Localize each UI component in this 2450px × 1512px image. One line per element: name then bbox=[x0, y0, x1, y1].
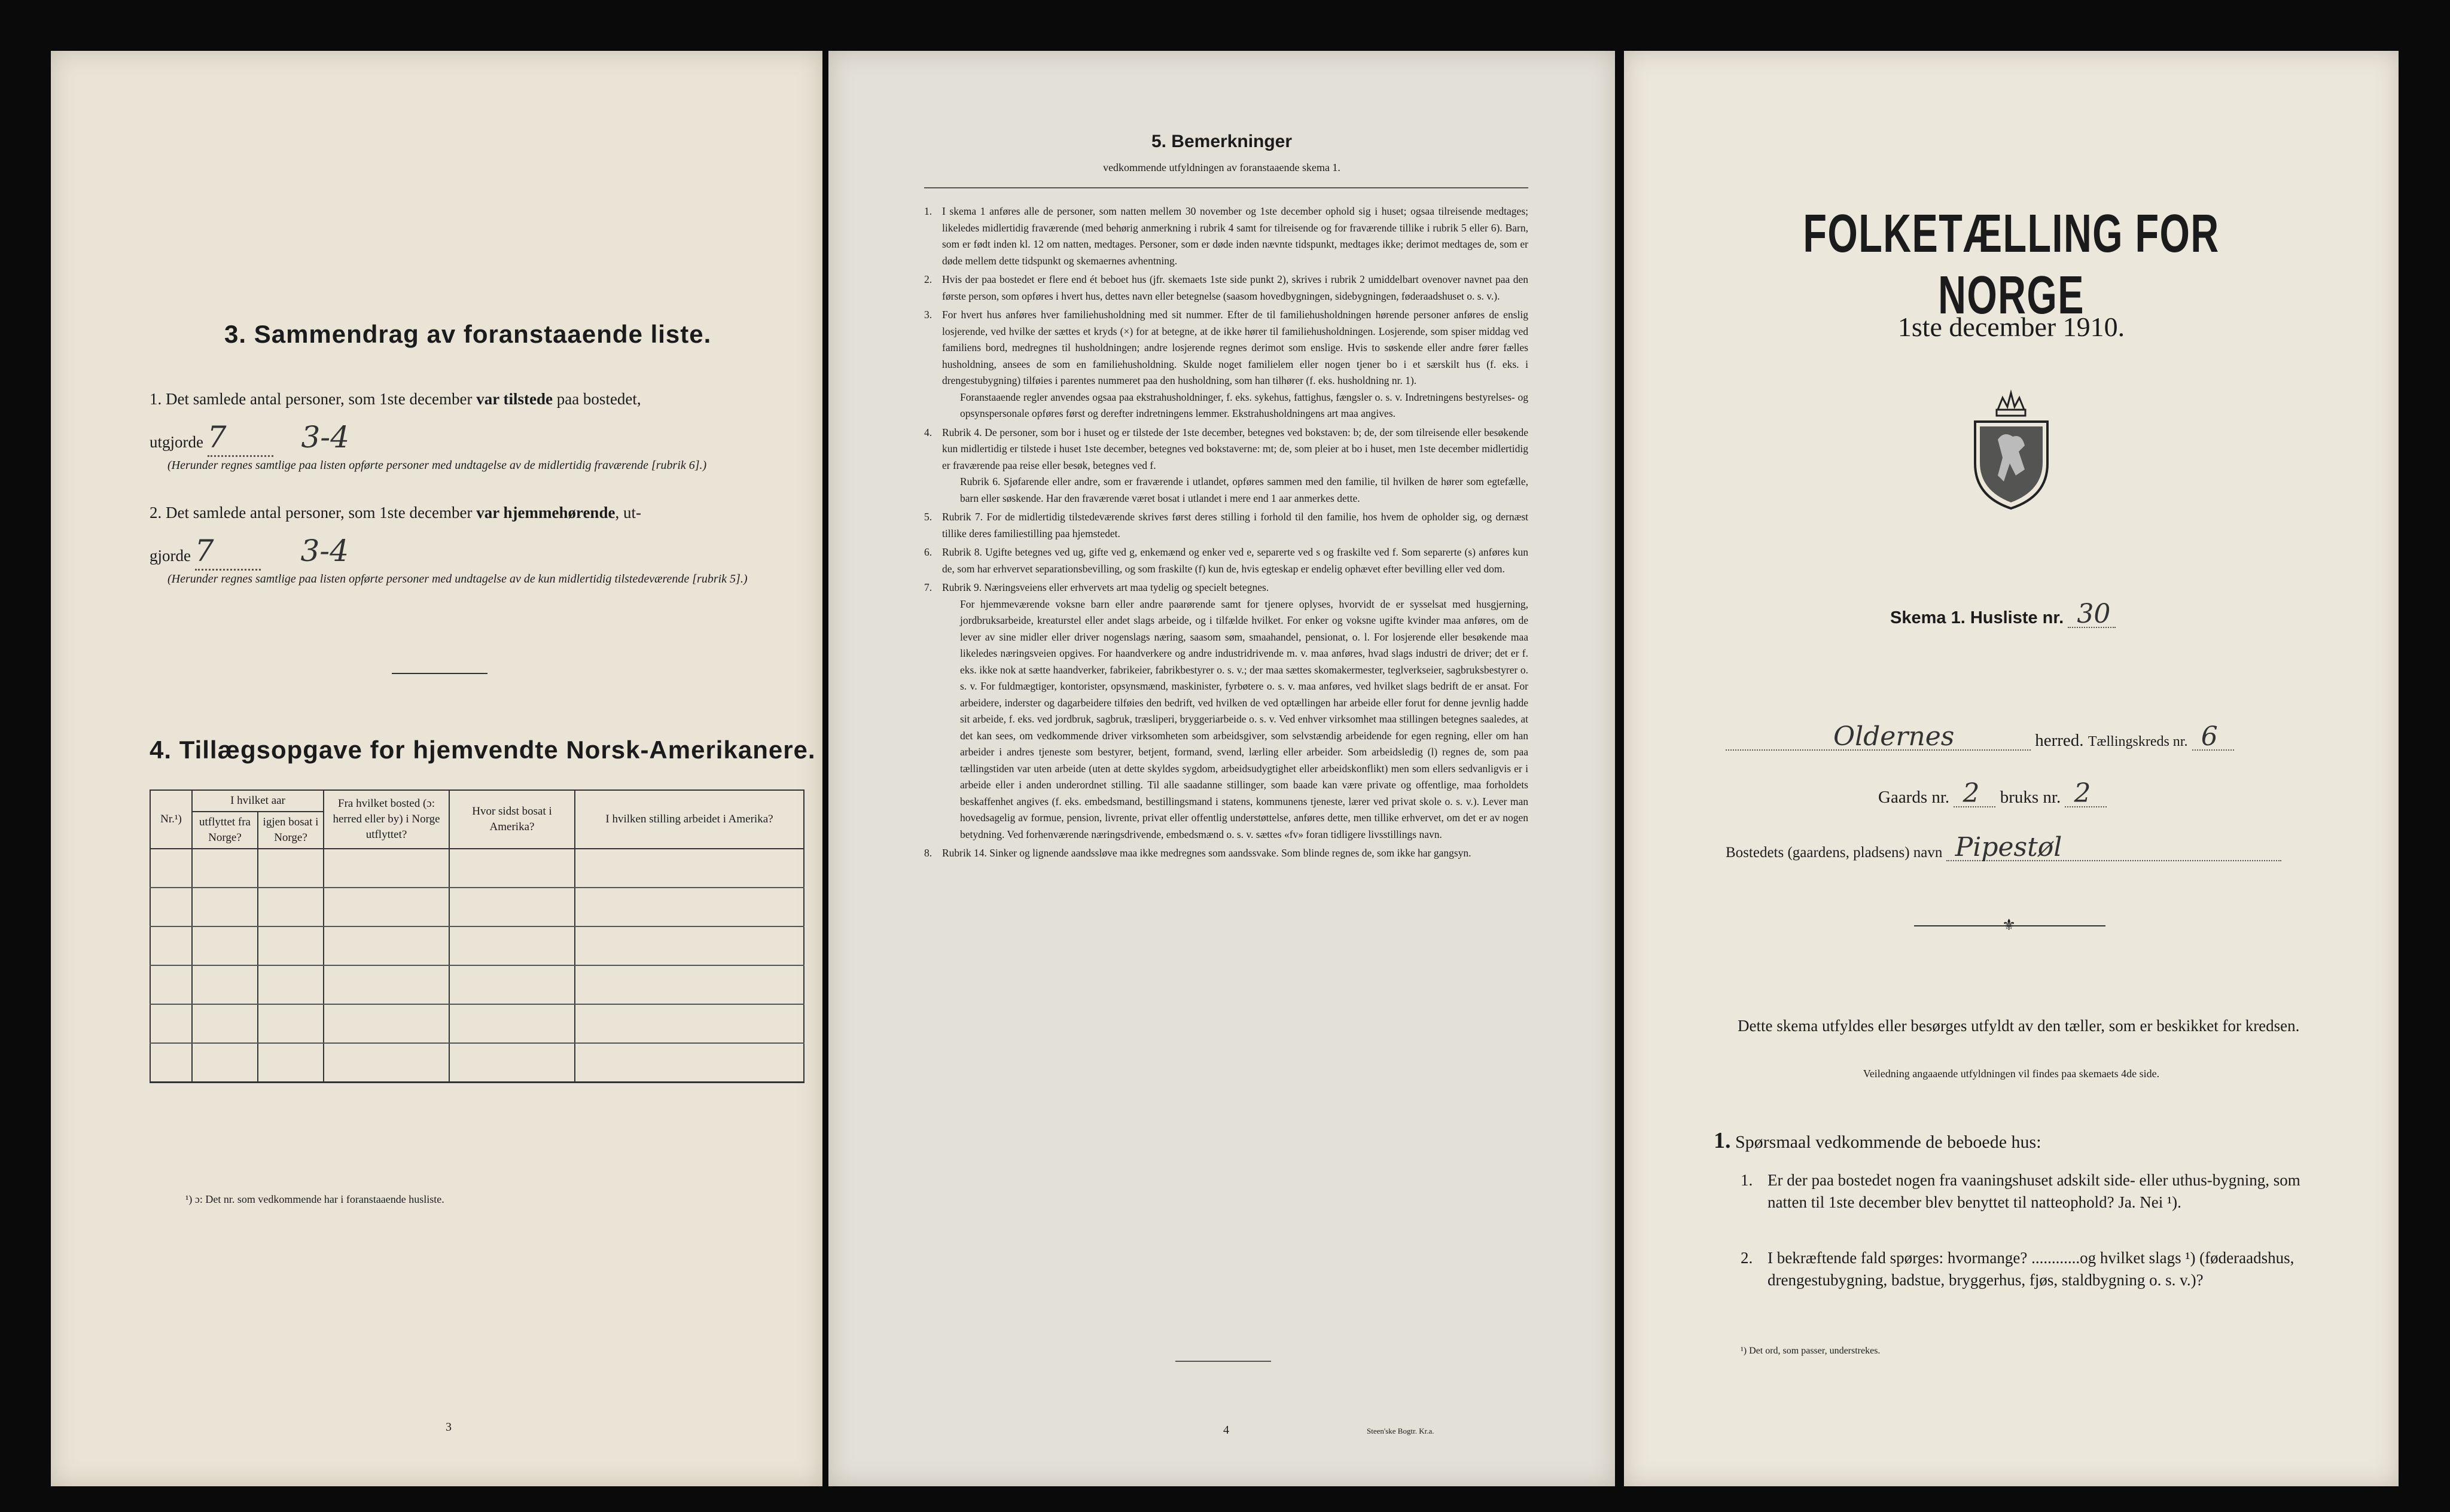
item1-label: utgjorde bbox=[150, 433, 203, 451]
remark-text: Rubrik 4. De personer, som bor i huset og er tilstede der 1ste december, betegnes ved bokstaven: b; de, der som tilreisende eller besøkende kun midlertidig er tilstede i huset 1ste december, betegnes ved bokstaverne: mt; de, som pleier at bo i huset, men 1ste december midlertidig er fraværende paa reise eller besøk, betegnes ved f. bbox=[942, 426, 1528, 471]
section4-title: 4. Tillægsopgave for hjemvendte Norsk-Amerikanere. bbox=[150, 736, 816, 764]
remark-item bbox=[924, 509, 1528, 542]
remark-text: I skema 1 anføres alle de personer, som natten mellem 30 november og 1ste december ophold sig i huset; ogsaa tilreisende medtages; likeledes midlertidig fraværende (med behørig anmerkning i rubrik 4 samt for tilreisende og for fraværende tillike i rubrik 5 eller 6). Barn, som er født inden kl. 12 om natten, medtages. Personer, som er døde inden nævnte tidspunkt, medtages ikke; derimot medtages de, som er døde mellem dette tidspunkt og skemaernes avhentning. bbox=[942, 205, 1528, 267]
divider bbox=[924, 187, 1528, 188]
remark-text: Hvis der paa bostedet er flere end ét beboet hus (jfr. skemaets 1ste side punkt 2), skrives i rubrik 2 umiddelbart ovenover navnet paa den første person, som opføres i hvert hus, dettes navn eller betegnelse (saasom hovedbygningen, sidebygningen, føderaadshuset o. s. v.). bbox=[942, 273, 1528, 302]
printer-imprint: Steen'ske Bogtr. Kr.a. bbox=[1367, 1426, 1434, 1435]
table-row bbox=[150, 1043, 804, 1082]
bosted-line bbox=[1726, 832, 2281, 862]
schema-label: Skema 1. Husliste nr. bbox=[1890, 608, 2064, 627]
item2-text-end: , ut- bbox=[615, 504, 641, 522]
remark-item bbox=[924, 544, 1528, 577]
remark-subtext: Rubrik 6. Sjøfarende eller andre, som er fraværende i utlandet, opføres sammen med den familie, til hvilken de hører som egtefælle, barn eller søskende. Har den fraværende været bosat i utlandet i mere end 1 aar anmerkes dette. bbox=[960, 475, 1528, 504]
item2-note: (Herunder regnes samtlige paa listen opførte personer med undtagelse av de kun bbox=[167, 572, 559, 586]
bruks-value: 2 bbox=[2074, 778, 2091, 809]
item2-note-end: [rubrik 5].) bbox=[689, 572, 748, 586]
instruction-note: Veiledning angaaende utfyldningen vil findes paa skemaets 4de side. bbox=[1863, 1068, 2160, 1080]
remark-item bbox=[924, 580, 1528, 843]
item1-text: 1. Det samlede antal personer, som 1ste december bbox=[150, 390, 477, 408]
remarks-list bbox=[924, 203, 1528, 864]
gaards-label: Gaards nr. bbox=[1878, 788, 1950, 807]
remark-text: For hvert hus anføres hver familiehusholdning med sit nummer. Efter de til familiehusholdningen hørende personer anføres de enslig losjerende, ved hvilke der sættes et kryds (×) for at betegne, at de ikke hører til familiehusholdningen. Losjerende, som spiser middag ved familiens bord, medregnes til husholdningen; andre losjerende regnes derimot som enslige. Hvis to søskende eller andre fører fælles husholdning, ansees de som en familiehusholdning. Skulde noget familielem eller nogen tjener bo i et særskilt hus (f. eks. i drengestubygning) tilføies i parentes nummeret paa den husholdning, som han tilhører (f. eks. husholdning nr. 1). bbox=[942, 309, 1528, 386]
question-1 bbox=[1741, 1169, 2339, 1214]
table-row bbox=[150, 849, 804, 888]
remark-number: 4. bbox=[924, 426, 933, 438]
col-utflyttet: utflyttet fra Norge? bbox=[192, 812, 258, 849]
question-2-text: I bekræftende fald spørges: hvormange? ............og hvilket slags ¹) (føderaadshus, drengestubygning, badstue, bryggerhus, fjøs, staldbygning o. s. v.)? bbox=[1768, 1249, 2294, 1289]
questions-heading-text: Spørsmaal vedkommende de beboede hus: bbox=[1735, 1132, 2041, 1152]
divider bbox=[392, 673, 487, 674]
item1-bold: var tilstede bbox=[476, 390, 553, 408]
bosted-value: Pipestøl bbox=[1955, 832, 2062, 862]
remark-number: 8. bbox=[924, 847, 933, 859]
table-row bbox=[150, 888, 804, 926]
col-stilling: I hvilken stilling arbeidet i Amerika? bbox=[575, 790, 804, 849]
instruction-text: Dette skema utfyldes eller besørges utfyldt av den tæller, som er beskikket for kredsen. bbox=[1738, 1017, 2300, 1035]
gaards-line bbox=[1878, 778, 2107, 809]
col-fra-bosted: Fra hvilket bosted (ɔ: herred eller by) i Norge utflyttet? bbox=[324, 790, 449, 849]
ornament-icon: ⚜ bbox=[2002, 916, 2016, 934]
herred-value: Oldernes bbox=[1833, 721, 1955, 752]
col-hvor-sidst: Hvor sidst bosat i Amerika? bbox=[449, 790, 575, 849]
remark-text: Rubrik 14. Sinker og lignende aandssløve maa ikke medregnes som aandssvake. Som blinde regnes de, som ikke har gangsyn. bbox=[942, 847, 1471, 859]
col-igjen: igjen bosat i Norge? bbox=[258, 812, 324, 849]
remark-item bbox=[924, 845, 1528, 862]
table-row bbox=[150, 926, 804, 965]
questions-heading-number: 1. bbox=[1714, 1128, 1731, 1153]
remark-number: 1. bbox=[924, 205, 933, 217]
remark-item bbox=[924, 307, 1528, 422]
norsk-amerikanere-table bbox=[150, 789, 805, 1083]
remark-text: Rubrik 9. Næringsveiens eller erhvervets art maa tydelig og specielt betegnes. bbox=[942, 581, 1269, 593]
item1-value-2: 3-4 bbox=[301, 420, 350, 455]
krets-value: 6 bbox=[2201, 721, 2218, 752]
bosted-label: Bostedets (gaardens, pladsens) navn bbox=[1726, 845, 1943, 861]
page-number: 3 bbox=[446, 1420, 452, 1434]
remark-item bbox=[924, 272, 1528, 304]
summary-item-resident bbox=[150, 499, 807, 588]
census-date: 1ste december 1910. bbox=[1897, 312, 2125, 342]
item1-value: 7 bbox=[207, 420, 227, 455]
divider bbox=[1175, 1361, 1271, 1362]
item1-note: (Herunder regnes samtlige paa listen opførte personer med undtagelse av de bbox=[167, 459, 538, 472]
item1-text-end: paa bostedet, bbox=[552, 390, 641, 408]
remark-subtext: Foranstaaende regler anvendes ogsaa paa ekstrahusholdninger, f. eks. sykehus, fattighus, fængsler o. s. v. Indretningens bestyrelses- og opsynspersonale opføres først og derefter indretningens lemmer. Ekstrahusholdningens art maa angives. bbox=[960, 391, 1528, 419]
item1-note-end: [rubrik 6].) bbox=[648, 459, 707, 472]
question-1-number: 1. bbox=[1741, 1171, 1753, 1189]
questions-heading bbox=[1714, 1127, 2041, 1154]
remarks-title: 5. Bemerkninger bbox=[1151, 132, 1293, 151]
item2-note-italic: midlertidig tilstedeværende bbox=[558, 572, 690, 586]
item2-label: gjorde bbox=[150, 547, 191, 565]
col-group-year: I hvilket aar bbox=[192, 790, 324, 812]
remark-text: Rubrik 7. For de midlertidig tilstedeværende skrives først deres stilling i forhold til den familie, hos hvem de opholder sig, og dernæst tillike deres familiestilling paa hjemstedet. bbox=[942, 511, 1528, 539]
col-nr: Nr.¹) bbox=[150, 790, 192, 849]
section3-title: 3. Sammendrag av foranstaaende liste. bbox=[224, 320, 712, 348]
remark-item bbox=[924, 203, 1528, 269]
summary-item-present bbox=[150, 386, 807, 474]
question-2 bbox=[1741, 1247, 2339, 1291]
table-row bbox=[150, 1004, 804, 1043]
item2-value: 7 bbox=[194, 534, 214, 568]
table-footnote: ¹) ɔ: Det nr. som vedkommende har i foranstaaende husliste. bbox=[185, 1193, 444, 1205]
item2-value-2: 3-4 bbox=[300, 534, 349, 568]
remark-number: 2. bbox=[924, 273, 933, 285]
remark-number: 7. bbox=[924, 581, 933, 593]
remark-subtext: For hjemmeværende voksne barn eller andre paarørende samt for tjenere oplyses, hvorvidt de er sysselsat med husgjerning, jordbruksarbeide, kreaturstel eller andet slags arbeide, og i tilfælde hvilket. For enker og voksne ugifte kvinder maa anføres, om de lever av sine midler eller driver nogenslags næring, saasom søm, smaahandel, pensionat, o. l. For losjerende eller besøkende maa likeledes næringsveien opgives. For haandverkere og andre industridrivende m. v. maa anføres, hvad slags industri de driver; det er f. eks. ikke nok at sætte haandverker, fabrikeier, fabrikbestyrer o. s. v.; der maa sættes skomakermester, teglverkseier, sagbruksbestyrer o. s. v. For fuldmægtiger, kontorister, opsynsmænd, maskinister, fyrbøtere o. s. v. maa anføres, ved hvilket slags bedrift de er ansat. For arbeidere, inderster og dagarbeidere tilføies den bedrift, ved hvilken de ved optællingen har arbeide eller forut for denne jevnlig hadde sit arbeide, f. eks. ved jordbruk, sagbruk, træsliperi, bryggeriarbeide o. s. v. Ved enhver virksomhet maa stillingen betegnes saaledes, at det kan sees, om vedkommende driver virksomheten som arbeidsgiver, som selvstændig arbeidende for egen regning, eller om han arbeider i andres tjeneste som bestyrer, betjent, formand, svend, lærling eller arbeider. Som arbeidsledig (l) regnes de, som paa tællingstiden var uten arbeide (uten at dette skyldes sygdom, arbeidsudygtighet eller arbeidskonflikt) men som ellers sedvanligvis er i arbeide eller i anden underordnet stilling. Til alle saadanne stillinger, som baade kan være private og offentlige, maa forholdets beskaffenhet angives (f. eks. embedsmand, bestillingsmand i statens, kommunens tjeneste, lærer ved privat skole o. s. v.). Lever man hovedsagelig av formue, pension, livrente, privat eller offentlig understøttelse, anføres dette, men tillike erhvervet, om det er av nogen betydning. Ved forhenværende næringsdrivende, embedsmænd o. s. v. sættes «fv» foran tidligere livsstillings navn. bbox=[960, 598, 1528, 840]
page-left bbox=[51, 51, 822, 1486]
gaards-value: 2 bbox=[1963, 778, 1980, 809]
remark-number: 3. bbox=[924, 309, 933, 321]
item2-bold: var hjemmehørende bbox=[476, 504, 615, 522]
page-right bbox=[1624, 51, 2399, 1486]
schema-line bbox=[1890, 599, 2116, 629]
item2-text: 2. Det samlede antal personer, som 1ste december bbox=[150, 504, 477, 522]
table-row bbox=[150, 965, 804, 1004]
page-number: 4 bbox=[1223, 1423, 1229, 1437]
remark-item bbox=[924, 425, 1528, 507]
question-1-text: Er der paa bostedet nogen fra vaaningshuset adskilt side- eller uthus-bygning, som natten til 1ste december blev benyttet til natteophold? Ja. Nei ¹). bbox=[1768, 1171, 2300, 1211]
bruks-label: bruks nr. bbox=[2000, 788, 2061, 807]
herred-label: herred. bbox=[2035, 731, 2084, 750]
footnote: ¹) Det ord, som passer, understrekes. bbox=[1741, 1346, 1881, 1356]
census-title: FOLKETÆLLING FOR NORGE bbox=[1803, 204, 2220, 325]
question-2-number: 2. bbox=[1741, 1249, 1753, 1267]
remarks-subtitle: vedkommende utfyldningen av foranstaaende skema 1. bbox=[1103, 161, 1340, 173]
herred-line bbox=[1726, 721, 2234, 752]
item1-note-italic: midlertidig fraværende bbox=[538, 459, 648, 472]
remark-number: 6. bbox=[924, 546, 933, 558]
husliste-number: 30 bbox=[2077, 599, 2111, 629]
remark-number: 5. bbox=[924, 511, 933, 523]
norway-coat-of-arms-icon bbox=[1968, 386, 2055, 511]
page-middle bbox=[828, 51, 1615, 1486]
krets-label: Tællingskreds nr. bbox=[2088, 734, 2188, 749]
remark-text: Rubrik 8. Ugifte betegnes ved ug, gifte ved g, enkemænd og enker ved e, separerte ved s og fraskilte ved f. Som separerte (s) anføres kun de, som har erhvervet separationsbevilling, og som fraskilte (f) kun de, hvis egteskap er endelig ophævet efter bevilling eller ved dom. bbox=[942, 546, 1528, 575]
